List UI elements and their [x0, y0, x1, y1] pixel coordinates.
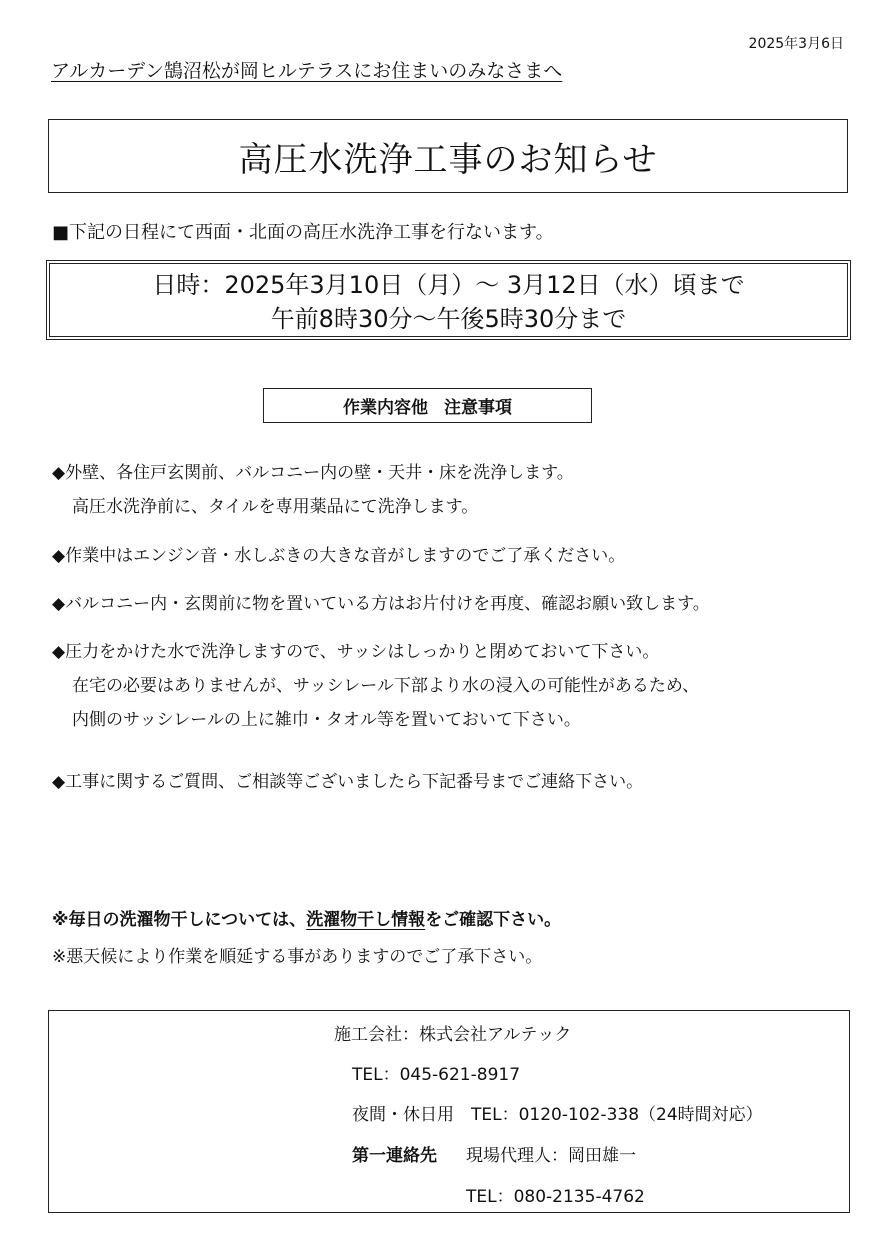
section-heading-left: 作業内容他: [343, 398, 428, 418]
notice-1-line-2: 高圧水洗浄前に、タイルを専用薬品にて洗浄します。: [72, 497, 479, 517]
contact-primary-person: 現場代理人：岡田雄一: [466, 1146, 636, 1166]
notice-5: ◆工事に関するご質問、ご相談等ございましたら下記番号までご連絡下さい。: [52, 772, 644, 792]
title-box: [48, 119, 848, 193]
notice-3: ◆バルコニー内・玄関前に物を置いている方はお片付けを再度、確認お願い致します。: [52, 594, 710, 614]
contact-night-tel: 夜間・休日用 TEL：0120-102-338（24時間対応）: [352, 1105, 763, 1125]
contact-primary-tel: TEL：080-2135-4762: [466, 1187, 645, 1207]
section-heading: [263, 388, 592, 423]
laundry-note: [52, 905, 561, 930]
notice-4-line-1: ◆圧力をかけた水で洗浄しますので、サッシはしっかりと閉めておいて下さい。: [52, 642, 660, 662]
contact-primary-label: 第一連絡先: [352, 1146, 437, 1166]
section-heading-right: 注意事項: [444, 398, 512, 418]
laundry-note-suffix: をご確認下さい。: [425, 910, 562, 930]
laundry-note-prefix: ※毎日の洗濯物干しについては、: [52, 910, 307, 930]
schedule-dates: 日時：2025年3月10日（月）～ 3月12日（水）頃まで: [152, 271, 745, 299]
schedule-box: [46, 260, 851, 340]
page-title: 高圧水洗浄工事のお知らせ: [238, 139, 658, 180]
notice-4-line-2: 在宅の必要はありませんが、サッシレール下部より水の浸入の可能性があるため、: [72, 676, 700, 696]
contact-tel: TEL：045-621-8917: [352, 1065, 521, 1085]
addressee: アルカーデン鵠沼松が岡ヒルテラスにお住まいのみなさまへ: [51, 60, 563, 82]
weather-note: ※悪天候により作業を順延する事がありますのでご了承下さい。: [52, 947, 543, 967]
laundry-info-link[interactable]: 洗濯物干し情報: [306, 910, 426, 930]
contact-company: 施工会社：株式会社アルテック: [334, 1025, 572, 1045]
notice-1-line-1: ◆外壁、各住戸玄関前、バルコニー内の壁・天井・床を洗浄します。: [52, 463, 574, 483]
schedule-hours: 午前8時30分～午後5時30分まで: [270, 305, 627, 333]
document-date: 2025年3月6日: [748, 36, 844, 52]
notice-2: ◆作業中はエンジン音・水しぶきの大きな音がしますのでご了承ください。: [52, 546, 626, 566]
intro-text: ■下記の日程にて西面・北面の高圧水洗浄工事を行ないます。: [52, 222, 554, 243]
notice-4-line-3: 内側のサッシレールの上に雑巾・タオル等を置いておいて下さい。: [72, 710, 581, 730]
